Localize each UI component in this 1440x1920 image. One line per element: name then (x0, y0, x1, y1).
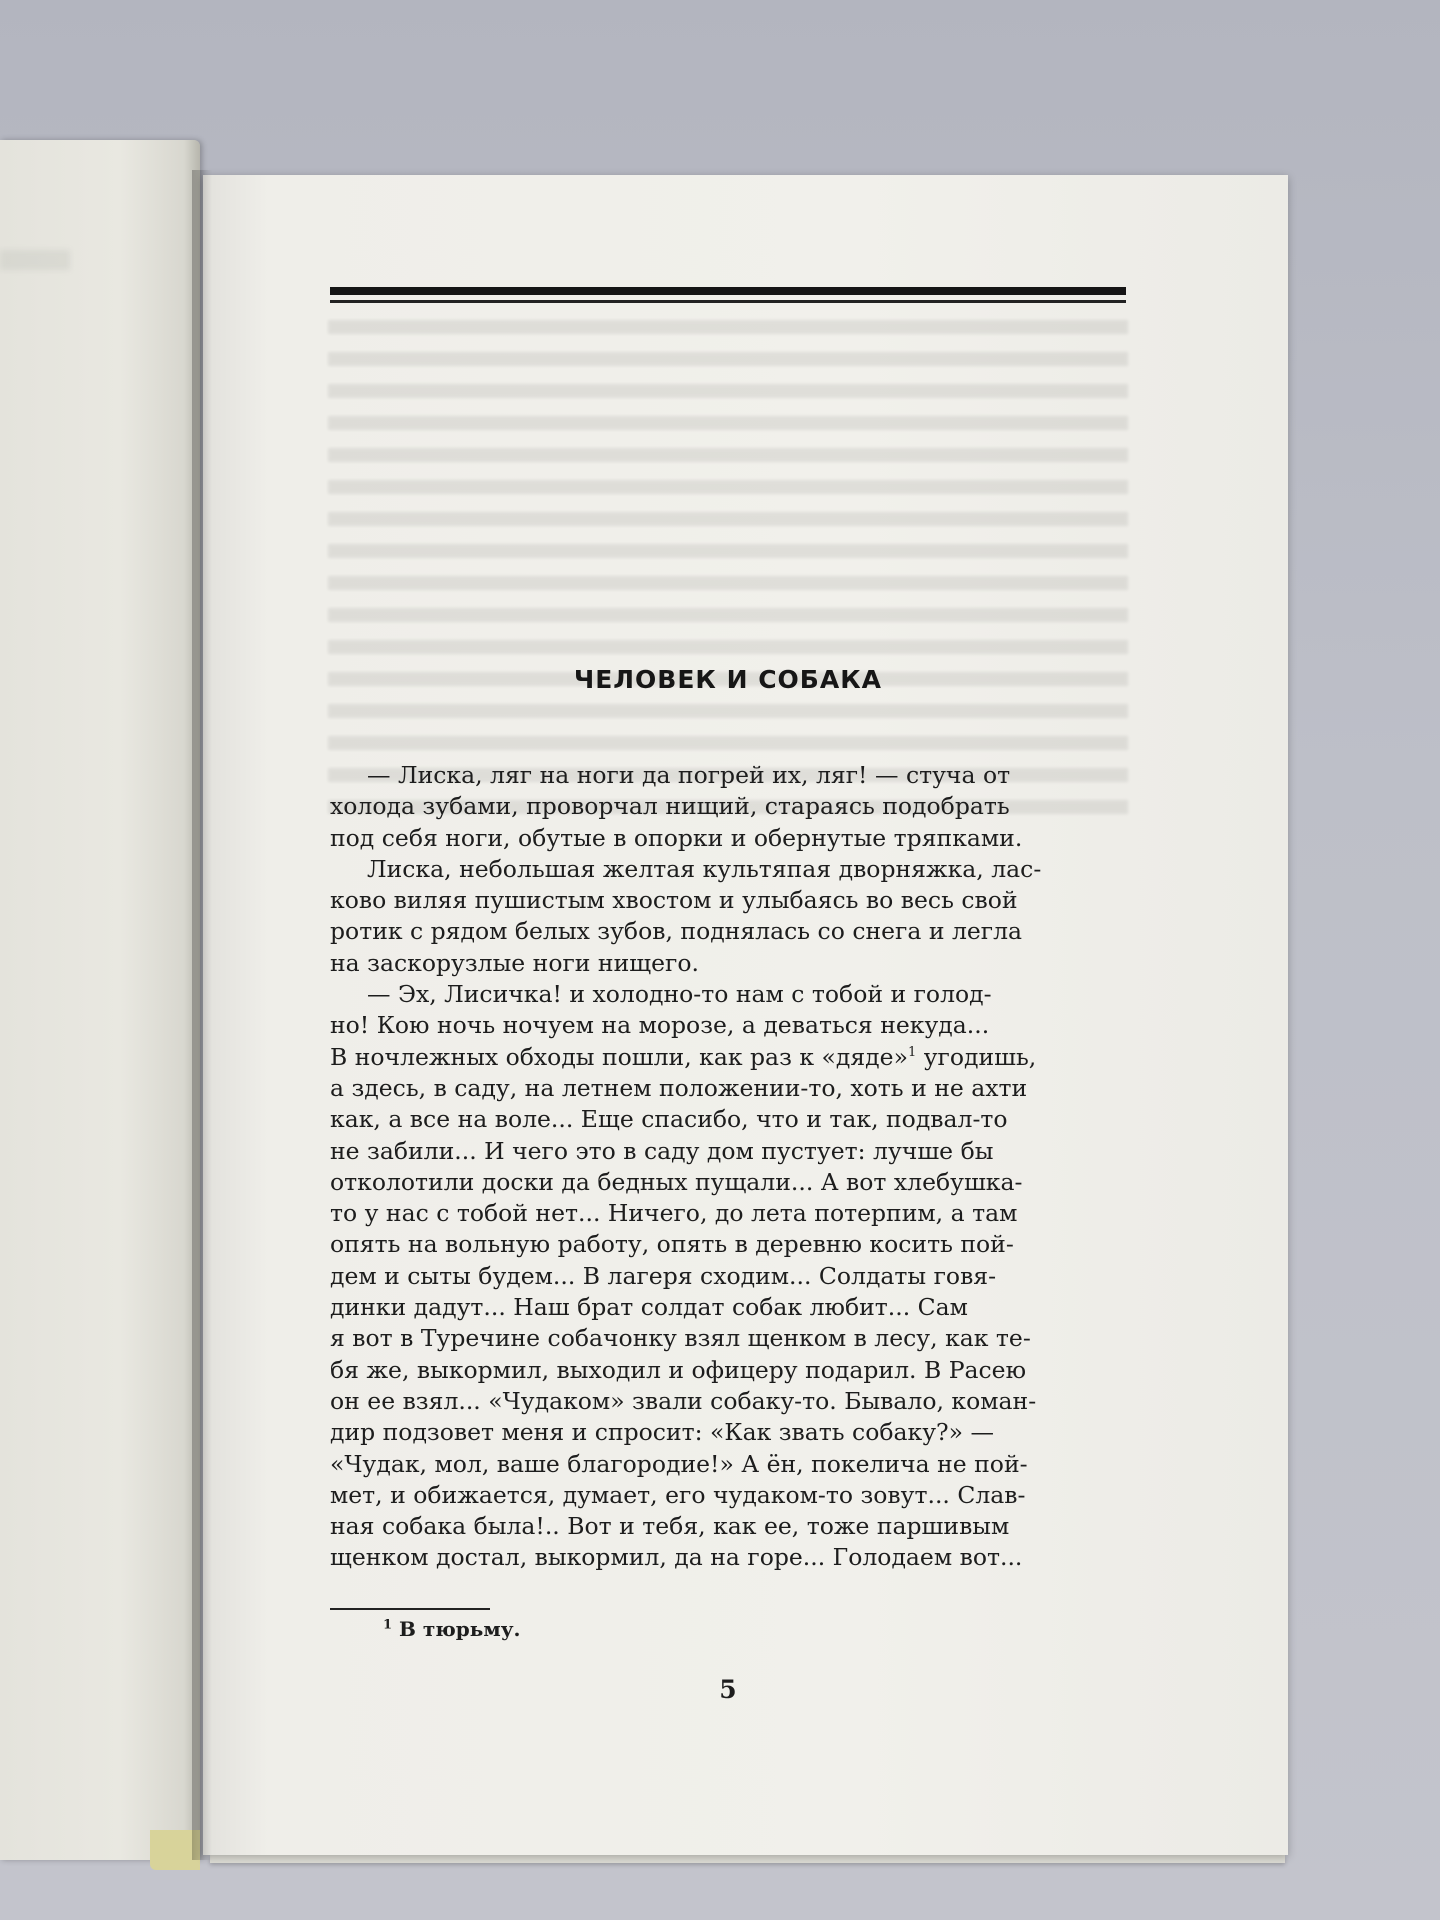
text-line: отколотили доски да бедных пущали... А вот хлебушка- (330, 1167, 1023, 1196)
text-line: но! Кою ночь ночуем на морозе, а деваться некуда... (330, 1011, 990, 1040)
footnote-mark: 1 (383, 1617, 393, 1633)
left-page-bleed-through (0, 250, 70, 270)
text-line: холода зубами, проворчал нищий, стараясь подобрать (330, 792, 1010, 821)
body-text (330, 760, 1172, 1574)
book-page (203, 175, 1288, 1855)
text-line: Лиска, небольшая желтая культяпая дворняжка, лас- (367, 854, 1042, 883)
text-line: а здесь, в саду, на летнем положении-то, хоть и не ахти (330, 1073, 1028, 1102)
text-line-start: В ночлежных обходы пошли, как раз к «дяде» (330, 1042, 908, 1071)
text-line: динки дадут... Наш брат солдат собак любит... Сам (330, 1293, 968, 1322)
text-line-with-footnote (330, 1042, 1172, 1073)
header-rule-thin (330, 300, 1126, 303)
footnote-text: В тюрьму. (399, 1617, 521, 1641)
text-line: под себя ноги, обутые в опорки и обернутые тряпками. (330, 823, 1023, 852)
text-line: ково виляя пушистым хвостом и улыбаясь во весь свой (330, 886, 1018, 915)
text-line: дир подзовет меня и спросит: «Как звать собаку?» — (330, 1418, 994, 1447)
spine-shadow (192, 170, 212, 1860)
left-page (0, 140, 200, 1860)
text-line: — Лиска, ляг на ноги да погрей их, ляг! — стуча от (367, 761, 1011, 789)
bleed-through-text (328, 320, 1128, 820)
text-line: он ее взял... «Чудаком» звали собаку-то. Бывало, коман- (330, 1386, 1037, 1415)
footnote-reference: 1 (907, 1044, 917, 1060)
text-line: «Чудак, мол, ваше благородие!» А ён, покелича не пой- (330, 1449, 1028, 1478)
footnote-divider (330, 1608, 490, 1610)
text-line: то у нас с тобой нет... Ничего, до лета потерпим, а там (330, 1199, 1018, 1228)
text-line: дем и сыты будем... В лагеря сходим... Солдаты говя- (330, 1261, 997, 1290)
text-line: ротик с рядом белых зубов, поднялась со снега и легла (330, 917, 1023, 946)
text-line: мет, и обижается, думает, его чудаком-то зовут... Слав- (330, 1480, 1026, 1509)
text-line: опять на вольную работу, опять в деревню косить пой- (330, 1230, 1014, 1259)
page-bottom-edge (210, 1855, 1285, 1863)
text-line: — Эх, Лисичка! и холодно-то нам с тобой и голод- (367, 980, 992, 1009)
chapter-title: ЧЕЛОВЕК И СОБАКА (574, 665, 882, 694)
header-rule-thick (330, 287, 1126, 295)
text-line: бя же, выкормил, выходил и офицеру подарил. В Расею (330, 1355, 1027, 1384)
text-line: щенком достал, выкормил, да на горе... Голодаем вот... (330, 1543, 1023, 1572)
page-number: 5 (719, 1675, 737, 1704)
text-line: как, а все на воле... Еще спасибо, что и так, подвал-то (330, 1105, 1008, 1134)
text-line: на заскорузлые ноги нищего. (330, 948, 699, 977)
text-line: не забили... И чего это в саду дом пустует: лучше бы (330, 1136, 994, 1165)
text-line-end: угодишь, (923, 1042, 1037, 1071)
footnote (383, 1617, 520, 1641)
text-line: я вот в Туречине собачонку взял щенком в лесу, как те- (330, 1324, 1031, 1353)
text-line: ная собака была!.. Вот и тебя, как ее, тоже паршивым (330, 1512, 1010, 1541)
